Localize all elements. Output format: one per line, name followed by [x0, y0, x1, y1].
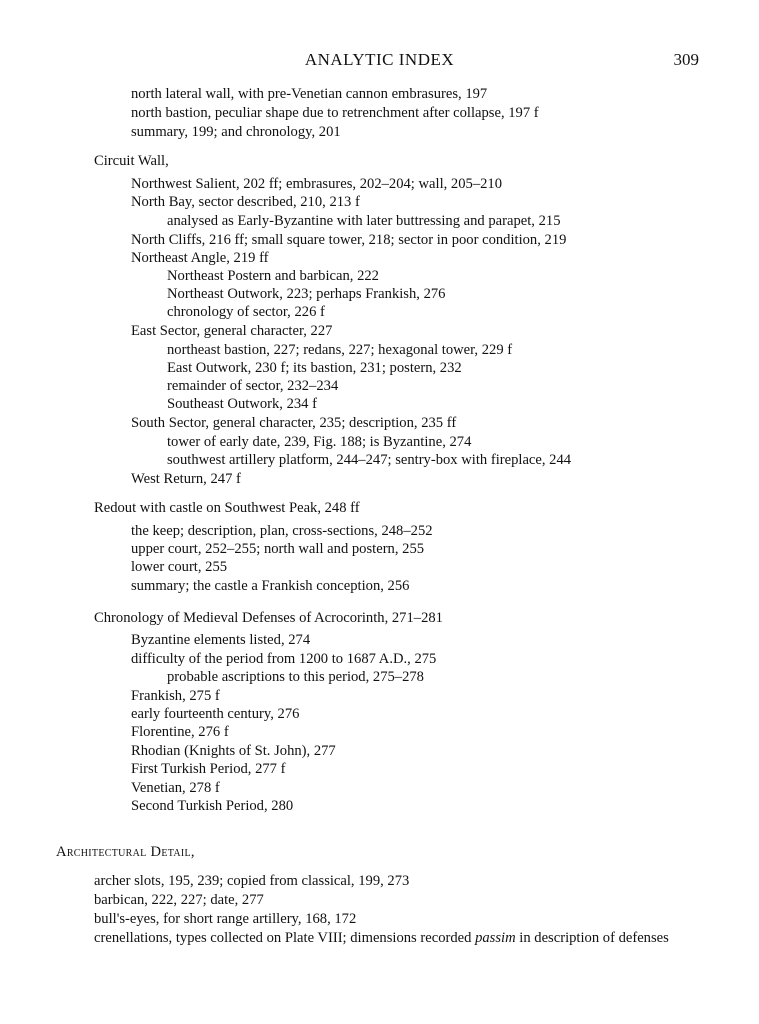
entry-text: in description of defenses: [515, 930, 669, 946]
index-entry: Northeast Angle, 219 ff: [131, 250, 269, 266]
index-heading: Chronology of Medieval Defenses of Acrocorinth, 271–281: [94, 610, 443, 626]
index-subentry: Northeast Outwork, 223; perhaps Frankish, 276: [167, 286, 446, 302]
index-entry: early fourteenth century, 276: [131, 706, 300, 722]
index-subentry: probable ascriptions to this period, 275–278: [167, 669, 424, 685]
index-entry: Frankish, 275 f: [131, 688, 220, 704]
index-entry: bull's-eyes, for short range artillery, 168, 172: [94, 911, 357, 927]
page-header: [0, 50, 759, 72]
running-title: ANALYTIC INDEX: [304, 50, 455, 69]
index-entry: upper court, 252–255; north wall and postern, 255: [131, 541, 425, 557]
index-entry: West Return, 247 f: [131, 471, 241, 487]
index-entry: North Bay, sector described, 210, 213 f: [131, 194, 360, 210]
index-subentry: northeast bastion, 227; redans, 227; hexagonal tower, 229 f: [167, 342, 513, 358]
index-entry: Rhodian (Knights of St. John), 277: [131, 743, 336, 759]
index-subentry: southwest artillery platform, 244–247; sentry-box with fireplace, 244: [167, 452, 572, 468]
index-subentry: Southeast Outwork, 234 f: [167, 396, 317, 412]
index-entry: north bastion, peculiar shape due to retrenchment after collapse, 197 f: [131, 105, 539, 121]
page-number: 309: [673, 50, 699, 69]
index-subentry: Northeast Postern and barbican, 222: [167, 268, 379, 284]
index-entry: Second Turkish Period, 280: [131, 798, 294, 814]
entry-text: crenellations, types collected on Plate VIII; dimensions recorded: [94, 930, 476, 946]
index-subentry: remainder of sector, 232–234: [167, 378, 339, 394]
index-subentry: analysed as Early-Byzantine with later buttressing and parapet, 215: [167, 213, 561, 229]
entry-italic: passim: [475, 930, 516, 946]
index-entry: difficulty of the period from 1200 to 1687 A.D., 275: [131, 651, 437, 667]
index-entry: East Sector, general character, 227: [131, 323, 333, 339]
index-entry: South Sector, general character, 235; description, 235 ff: [131, 415, 457, 431]
index-entry: north lateral wall, with pre-Venetian cannon embrasures, 197: [131, 86, 488, 102]
index-entry: First Turkish Period, 277 f: [131, 761, 286, 777]
index-entry: barbican, 222, 227; date, 277: [94, 892, 264, 908]
index-heading: Redout with castle on Southwest Peak, 248 ff: [94, 500, 360, 516]
index-entry: Byzantine elements listed, 274: [131, 632, 311, 648]
index-entry: North Cliffs, 216 ff; small square tower, 218; sector in poor condition, 219: [131, 232, 567, 248]
index-entry: summary, 199; and chronology, 201: [131, 124, 341, 140]
index-entry: Northwest Salient, 202 ff; embrasures, 202–204; wall, 205–210: [131, 176, 503, 192]
index-entry: Venetian, 278 f: [131, 780, 220, 796]
section-heading: Architectural Detail,: [56, 844, 195, 860]
index-heading: Circuit Wall,: [94, 153, 169, 169]
index-entry: [94, 929, 699, 947]
index-entry: archer slots, 195, 239; copied from classical, 199, 273: [94, 873, 410, 889]
index-entry: Florentine, 276 f: [131, 724, 229, 740]
index-subentry: tower of early date, 239, Fig. 188; is Byzantine, 274: [167, 434, 472, 450]
index-entry: lower court, 255: [131, 559, 228, 575]
index-subentry: East Outwork, 230 f; its bastion, 231; postern, 232: [167, 360, 462, 376]
index-entry: summary; the castle a Frankish conception, 256: [131, 578, 410, 594]
index-subentry: chronology of sector, 226 f: [167, 304, 325, 320]
index-entry: the keep; description, plan, cross-sections, 248–252: [131, 523, 433, 539]
